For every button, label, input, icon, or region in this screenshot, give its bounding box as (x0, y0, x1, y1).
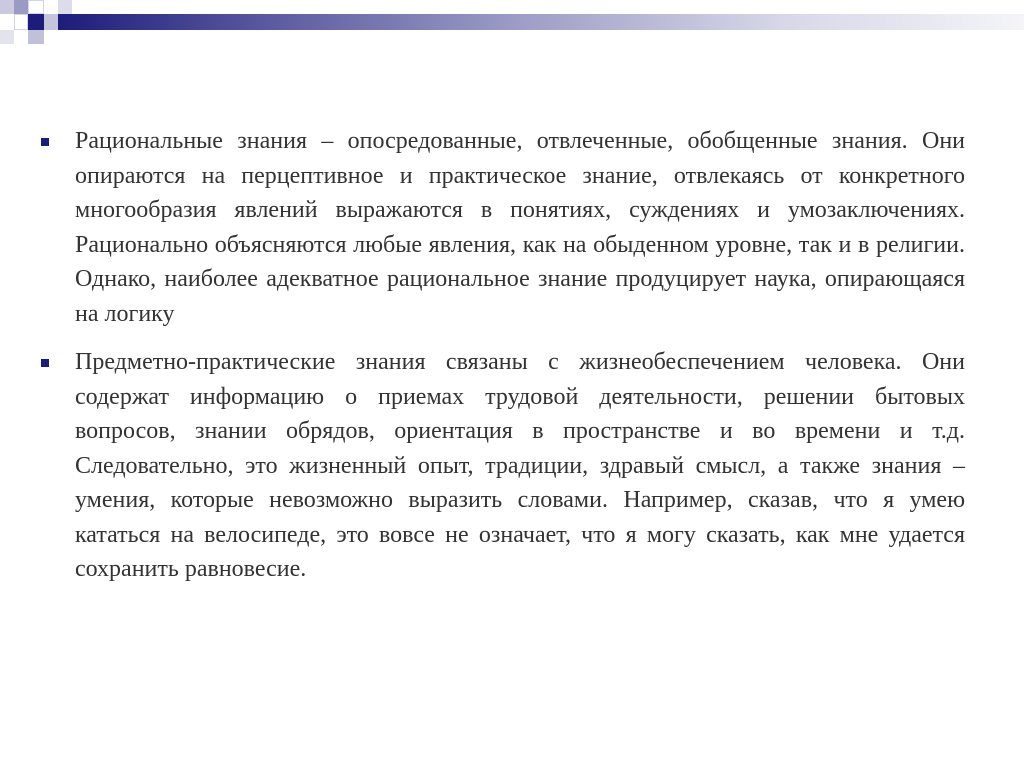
bullet-item-practical-knowledge (37, 345, 965, 587)
decor-square (0, 30, 14, 44)
square-bullet-icon (41, 138, 49, 146)
decor-square (0, 0, 14, 14)
decor-square (14, 14, 28, 30)
bullet-text: Предметно-практические знания связаны с жизнеобеспечением человека. Они содержат информацию о приемах трудовой деятельности, решении бытовых вопросов, знании обрядов, ориентация в пространстве и во времени и т.д. Следовательно, это жизненный опыт, традиции, здравый смысл, а также знания – умения, которые невозможно выразить словами. Например, сказав, что я умею кататься на велосипеде, это вовсе не означает, что я могу сказать, как мне удается сохранить равновесие. (75, 349, 965, 582)
square-bullet-icon (41, 359, 49, 367)
bullet-text: Рациональные знания – опосредованные, отвлеченные, обобщенные знания. Они опираются на перцептивное и практическое знание, отвлекаясь от конкретного многообразия явлений выражаются в понятиях, суждениях и умозаключениях. Рационально объясняются любые явления, как на обыденном уровне, так и в религии. Однако, наиболее адекватное рациональное знание продуцирует наука, опирающаяся на логику (75, 128, 965, 327)
decor-square (28, 0, 44, 14)
bullet-item-rational-knowledge (37, 124, 965, 331)
header-gradient-bar (56, 14, 1024, 30)
decor-square (28, 14, 44, 30)
decor-square (58, 0, 72, 14)
decor-square (14, 0, 28, 14)
decor-square (28, 30, 44, 44)
decor-square (44, 14, 58, 30)
slide-body (37, 124, 965, 601)
